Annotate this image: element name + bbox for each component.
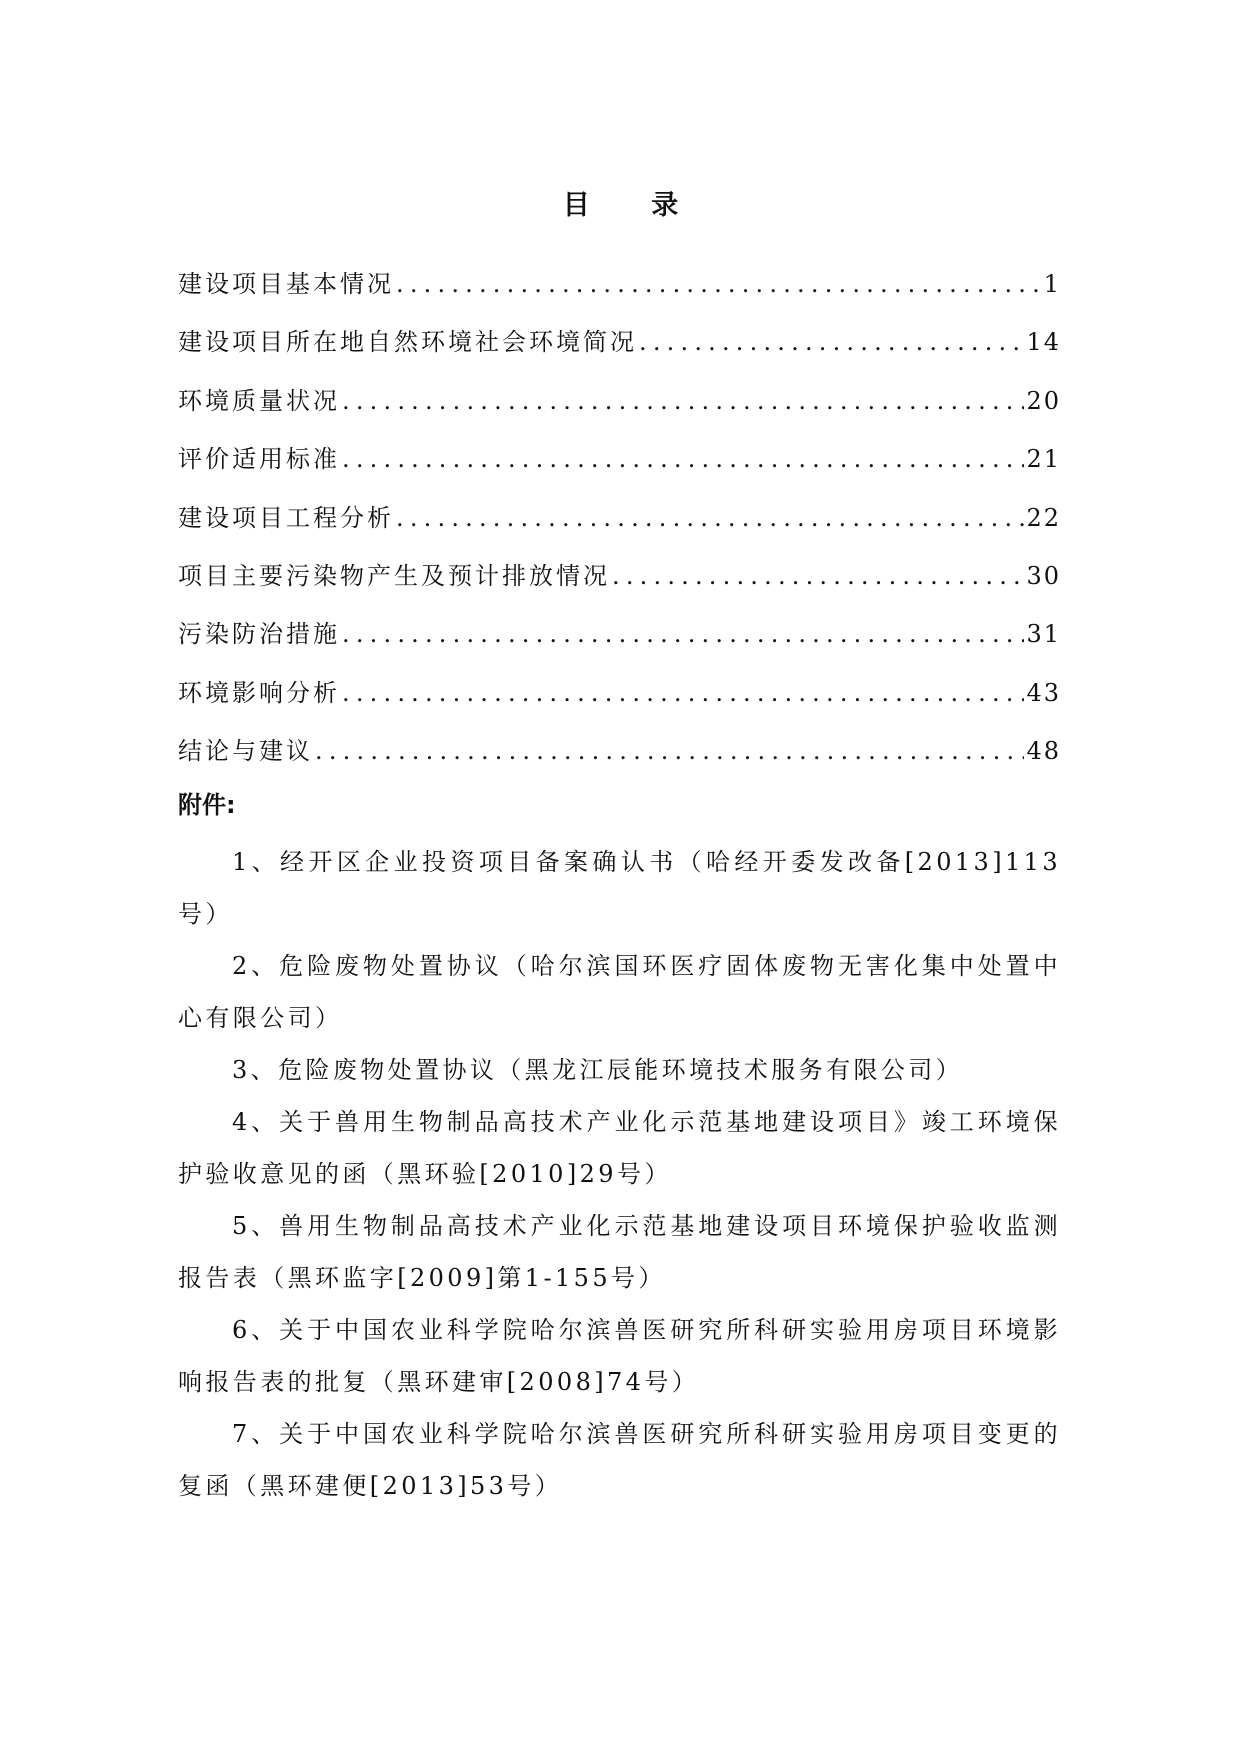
toc-entry-label: 环境影响分析 xyxy=(178,678,340,707)
toc-entry-label: 污染防治措施 xyxy=(178,620,340,649)
toc-entry-page: 21 xyxy=(1026,445,1061,474)
toc-dot-leader xyxy=(315,737,1024,765)
toc-entry[interactable] xyxy=(178,556,1061,614)
toc-dot-leader xyxy=(342,620,1024,648)
toc-dot-leader xyxy=(342,679,1024,707)
attachment-item: 2、危险废物处置协议（哈尔滨国环医疗固体废物无害化集中处置中心有限公司） xyxy=(178,952,1061,1032)
toc-dot-leader xyxy=(342,387,1024,415)
page-title: 目 录 xyxy=(562,190,705,221)
toc-entry[interactable] xyxy=(178,498,1061,556)
attachment-item: 4、关于兽用生物制品高技术产业化示范基地建设项目》竣工环境保护验收意见的函（黑环验[2010]29号） xyxy=(178,1108,1061,1188)
table-of-contents xyxy=(178,264,1061,790)
attachment-item: 6、关于中国农业科学院哈尔滨兽医研究所科研实验用房项目环境影响报告表的批复（黑环建审[2008]74号） xyxy=(178,1316,1061,1396)
toc-dot-leader xyxy=(396,504,1024,532)
toc-entry-page: 48 xyxy=(1026,737,1061,766)
toc-entry-page: 14 xyxy=(1026,328,1061,357)
toc-entry[interactable] xyxy=(178,439,1061,497)
toc-entry-page: 43 xyxy=(1026,678,1061,707)
toc-entry-label: 环境质量状况 xyxy=(178,386,340,415)
toc-entry-page: 31 xyxy=(1026,620,1061,649)
attachment-item: 1、经开区企业投资项目备案确认书（哈经开委发改备[2013]113号） xyxy=(178,848,1061,928)
toc-entry-page: 1 xyxy=(1043,270,1061,298)
toc-dot-leader xyxy=(396,270,1042,298)
toc-dot-leader xyxy=(639,328,1024,356)
toc-entry-page: 20 xyxy=(1026,386,1061,415)
toc-entry-label: 建设项目所在地自然环境社会环境简况 xyxy=(178,328,637,357)
toc-entry[interactable] xyxy=(178,264,1061,322)
toc-entry-label: 结论与建议 xyxy=(178,737,313,766)
attachment-item: 7、关于中国农业科学院哈尔滨兽医研究所科研实验用房项目变更的复函（黑环建便[2013]53号） xyxy=(178,1420,1061,1500)
attachment-item: 5、兽用生物制品高技术产业化示范基地建设项目环境保护验收监测报告表（黑环监字[2009]第1-155号） xyxy=(178,1212,1061,1292)
toc-entry-label: 项目主要污染物产生及预计排放情况 xyxy=(178,561,610,590)
toc-entry-label: 建设项目基本情况 xyxy=(178,270,394,298)
toc-entry[interactable] xyxy=(178,381,1061,439)
attachments-heading: 附件: xyxy=(178,791,236,819)
toc-entry-page: 30 xyxy=(1026,561,1061,590)
toc-dot-leader xyxy=(342,445,1024,473)
toc-entry[interactable] xyxy=(178,673,1061,731)
toc-entry[interactable] xyxy=(178,614,1061,672)
attachments-list xyxy=(178,836,1061,1512)
toc-dot-leader xyxy=(612,562,1024,590)
attachment-item: 3、危险废物处置协议（黑龙江辰能环境技术服务有限公司） xyxy=(232,1056,964,1084)
toc-entry-label: 建设项目工程分析 xyxy=(178,503,394,532)
toc-entry-page: 22 xyxy=(1026,503,1061,532)
toc-entry[interactable] xyxy=(178,731,1061,789)
toc-entry[interactable] xyxy=(178,322,1061,380)
toc-entry-label: 评价适用标准 xyxy=(178,445,340,474)
